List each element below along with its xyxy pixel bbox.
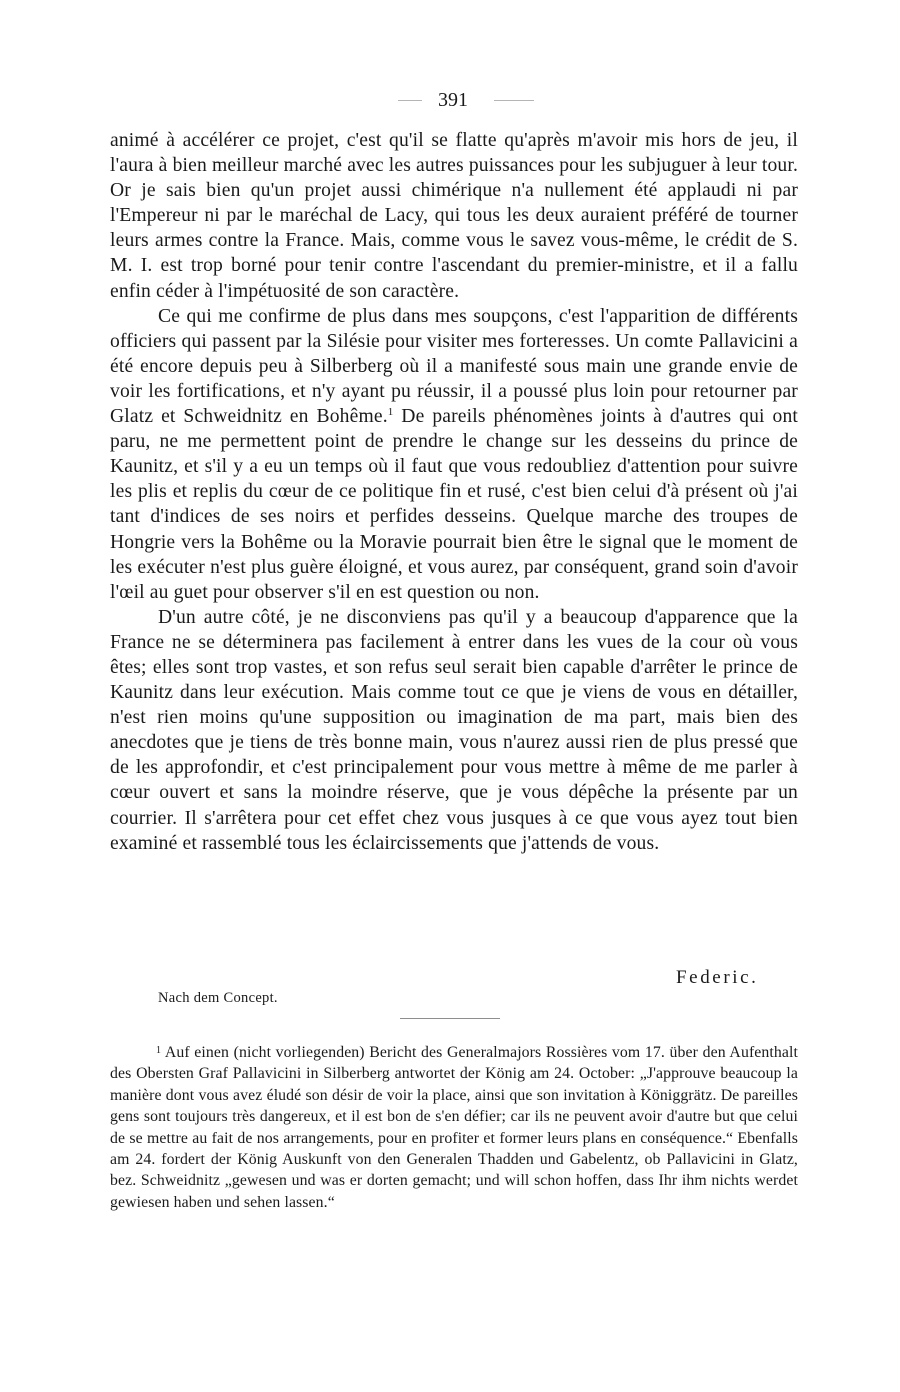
letter-body xyxy=(110,128,798,856)
header-rule-left xyxy=(398,100,422,101)
footnote-text: Auf einen (nicht vorliegenden) Bericht des Generalmajors Rossières vom 17. über den Aufenthalt des Obersten Graf Pallavicini in Silberberg antwortet der König am 24. October: „J'approuve beaucoup la manière dont vous avez éludé son désir de voir la place, ainsi que son invitation à Königgrätz. De pareilles gens sont toujours très dangereux, et il est bon de s'en défier; car ils ne peuvent avoir d'autre but que celui de se mettre au fait de nos arrangements, pour en profiter et former leurs plans en conséquence.“ Ebenfalls am 24. fordert der König Auskunft von den Generalen Thadden und Gabelentz, ob Pallavicini in Glatz, bez. Schweidnitz „gewesen und was er dorten gemacht; und will schon hoffen, dass Ihr ihm nichts werdet gewiesen haben und sehen lassen.“ xyxy=(110,1044,798,1211)
page-number: 391 xyxy=(438,89,468,111)
paragraph-1: animé à accélérer ce projet, c'est qu'il se flatte qu'après m'avoir mis hors de jeu, il l'aura à bien meilleur marché avec les autres puissances pour les subjuguer à leur tour. Or je sais bien qu'un projet aussi chimérique n'a nullement été applaudi ni par l'Empereur ni par le maréchal de Lacy, qui tous les deux auraient préféré de tourner leurs armes contre la France. Mais, comme vous le savez vous-même, le crédit de S. M. I. est trop borné pour tenir contre l'ascendant du premier-ministre, et il a fallu enfin céder à l'impétuosité de son caractère. xyxy=(110,130,798,302)
paragraph-2-after-note: De pareils phénomènes joints à d'autres qui ont paru, ne me permettent point de prendre le change sur les desseins du prince de Kaunitz, et s'il y a eu un temps où il faut que vous redoubliez d'attention pour suivre les plis et replis du cœur de ce politique fin et rusé, c'est bien celui d'à présent où j'ai tant d'indices de ses noirs et perfides desseins. Quelque marche des troupes de Hongrie vers la Bohême ou la Moravie pourrait bien être le signal que le moment de les exécuter n'est plus guère éloigné, et vous aurez, par conséquent, grand soin d'avoir l'œil au guet pour observer s'il en est question ou non. xyxy=(110,406,798,603)
footnote-divider xyxy=(400,1018,500,1019)
paragraph-2-before-note: Ce qui me confirme de plus dans mes soupçons, c'est l'apparition de différents officiers qui passent par la Silésie pour visiter mes forteresses. Un comte Pallavicini a été encore depuis peu à Silberberg où il a manifesté sous main une grande envie de voir les fortifications, et n'y ayant pu réussir, il a poussé plus loin pour retourner par Glatz et Schweidnitz en Bohême. xyxy=(110,305,798,428)
footnote-reference: 1 xyxy=(387,406,394,419)
source-note: Nach dem Concept. xyxy=(158,990,278,1006)
paragraph-3: D'un autre côté, je ne disconviens pas qu'il y a beaucoup d'apparence que la France ne se déterminera pas facilement à entrer dans les vues de la cour où vous êtes; elles sont trop vastes, et son refus seul serait bien capable d'arrêter le prince de Kaunitz dans leur exécution. Mais comme tout ce que je viens de vous en détailler, n'est rien moins qu'une supposition ou imagination de ma part, mais bien des anecdotes que je tiens de très bonne main, vous n'aurez aussi rien de plus pressé que de les approfondir, et c'est principalement pour vous mettre à même de me parler à cœur ouvert et sans la moindre réserve, que je vous dépêche la présente par un courrier. Il s'arrêtera pour cet effet chez vous jusques à ce que vous ayez tout bien examiné et rassemblé tous les éclaircissements que j'attends de vous. xyxy=(110,606,798,854)
header-rule-right xyxy=(494,100,534,101)
footnote xyxy=(110,1042,798,1213)
paragraph-2 xyxy=(110,304,798,605)
signature: Federic. xyxy=(676,967,759,988)
footnote-marker: 1 xyxy=(156,1045,162,1056)
page-header xyxy=(0,86,900,114)
